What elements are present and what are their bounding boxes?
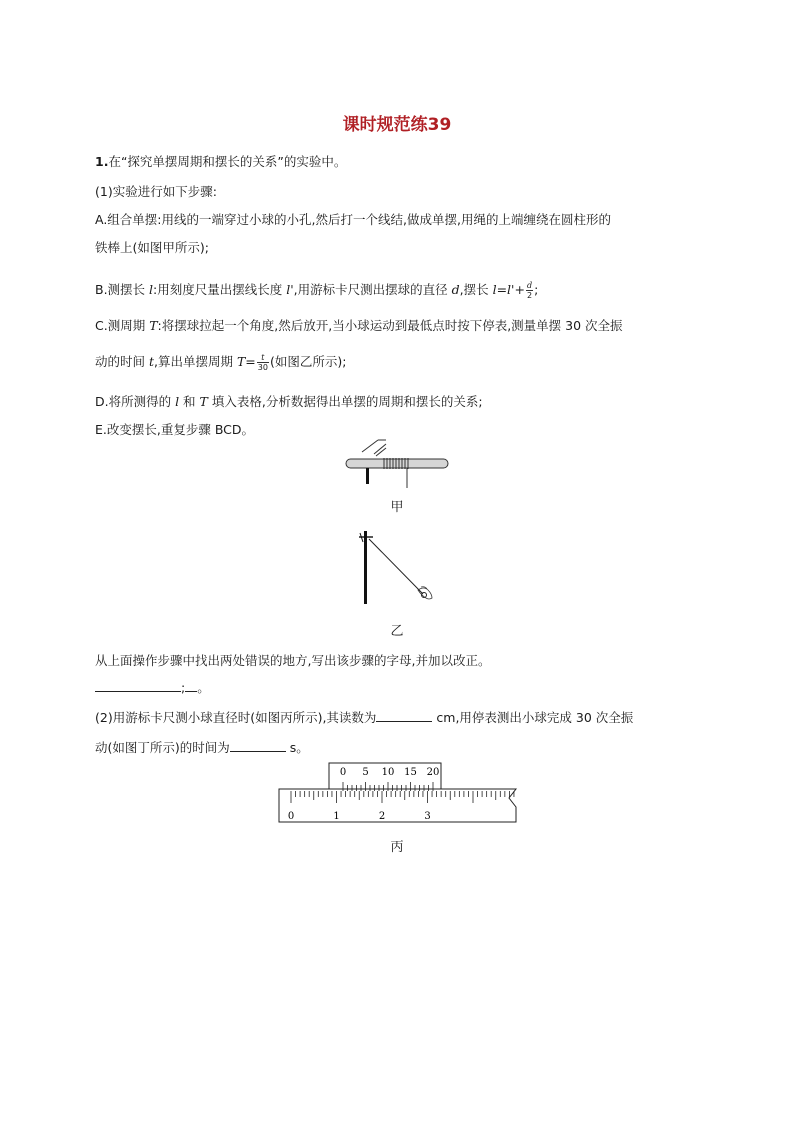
part1-intro: (1)实验进行如下步骤: — [95, 184, 217, 199]
main-scale-label: 2 — [378, 811, 386, 822]
figure-jia — [340, 440, 460, 490]
main-scale-label: 1 — [333, 811, 340, 822]
vernier-scale-label: 20 — [426, 767, 440, 778]
vernier-scale-label: 10 — [381, 767, 395, 778]
question-stem: 1.在“探究单摆周期和摆长的关系”的实验中。 — [95, 154, 347, 169]
figure-bing-vernier-caliper — [270, 760, 530, 830]
step-c-line2: 动的时间 t,算出单摆周期 T= $\frac{t}{30}$ (如图乙所示); — [95, 353, 347, 372]
vernier-scale-label: 0 — [339, 767, 347, 778]
answer-line-1: ; 。 — [95, 678, 210, 696]
step-a-line1: A.组合单摆:用线的一端穿过小球的小孔,然后打一个线结,做成单摆,用绳的上端缠绕在圆柱形的 — [95, 212, 611, 227]
step-d: D.将所测得的 l 和 T 填入表格,分析数据得出单摆的周期和摆长的关系; — [95, 394, 483, 409]
part2-line2: 动(如图丁所示)的时间为 s。 — [95, 740, 309, 755]
main-scale-label: 0 — [287, 811, 295, 822]
vernier-scale-label: 5 — [362, 767, 369, 778]
fraction-d-over-2: $\frac{d}{2}$ — [526, 281, 533, 300]
find-errors-prompt: 从上面操作步骤中找出两处错误的地方,写出该步骤的字母,并加以改正。 — [95, 653, 491, 668]
part2-line1: (2)用游标卡尺测小球直径时(如图丙所示),其读数为 cm,用停表测出小球完成 30 次全振 — [95, 710, 634, 725]
step-c-line1: C.测周期 T:将摆球拉起一个角度,然后放开,当小球运动到最低点时按下停表,测量单摆 30 次全振 — [95, 318, 623, 333]
figure-jia-caption: 甲 — [390, 500, 404, 515]
main-scale-label: 3 — [424, 811, 431, 822]
figure-yi-caption: 乙 — [390, 624, 404, 639]
vernier-scale-label: 15 — [404, 767, 417, 778]
page-title: 课时规范练39 — [342, 115, 452, 135]
step-b: B.测摆长 l:用刻度尺量出摆线长度 l',用游标卡尺测出摆球的直径 d,摆长 l=l'+ $\frac{d}{2}$ ; — [95, 281, 539, 300]
answer-blank-2[interactable] — [185, 681, 197, 692]
time-reading-blank[interactable] — [230, 741, 286, 752]
figure-yi — [355, 528, 445, 608]
figure-bing-caption: 丙 — [390, 840, 404, 855]
diameter-reading-blank[interactable] — [376, 711, 432, 722]
question-number: 1. — [95, 154, 109, 169]
fraction-t-over-30: $\frac{t}{30}$ — [257, 353, 268, 372]
step-a-line2: 铁棒上(如图甲所示); — [95, 240, 209, 255]
answer-blank-1[interactable] — [95, 681, 181, 692]
step-e: E.改变摆长,重复步骤 BCD。 — [95, 422, 255, 437]
